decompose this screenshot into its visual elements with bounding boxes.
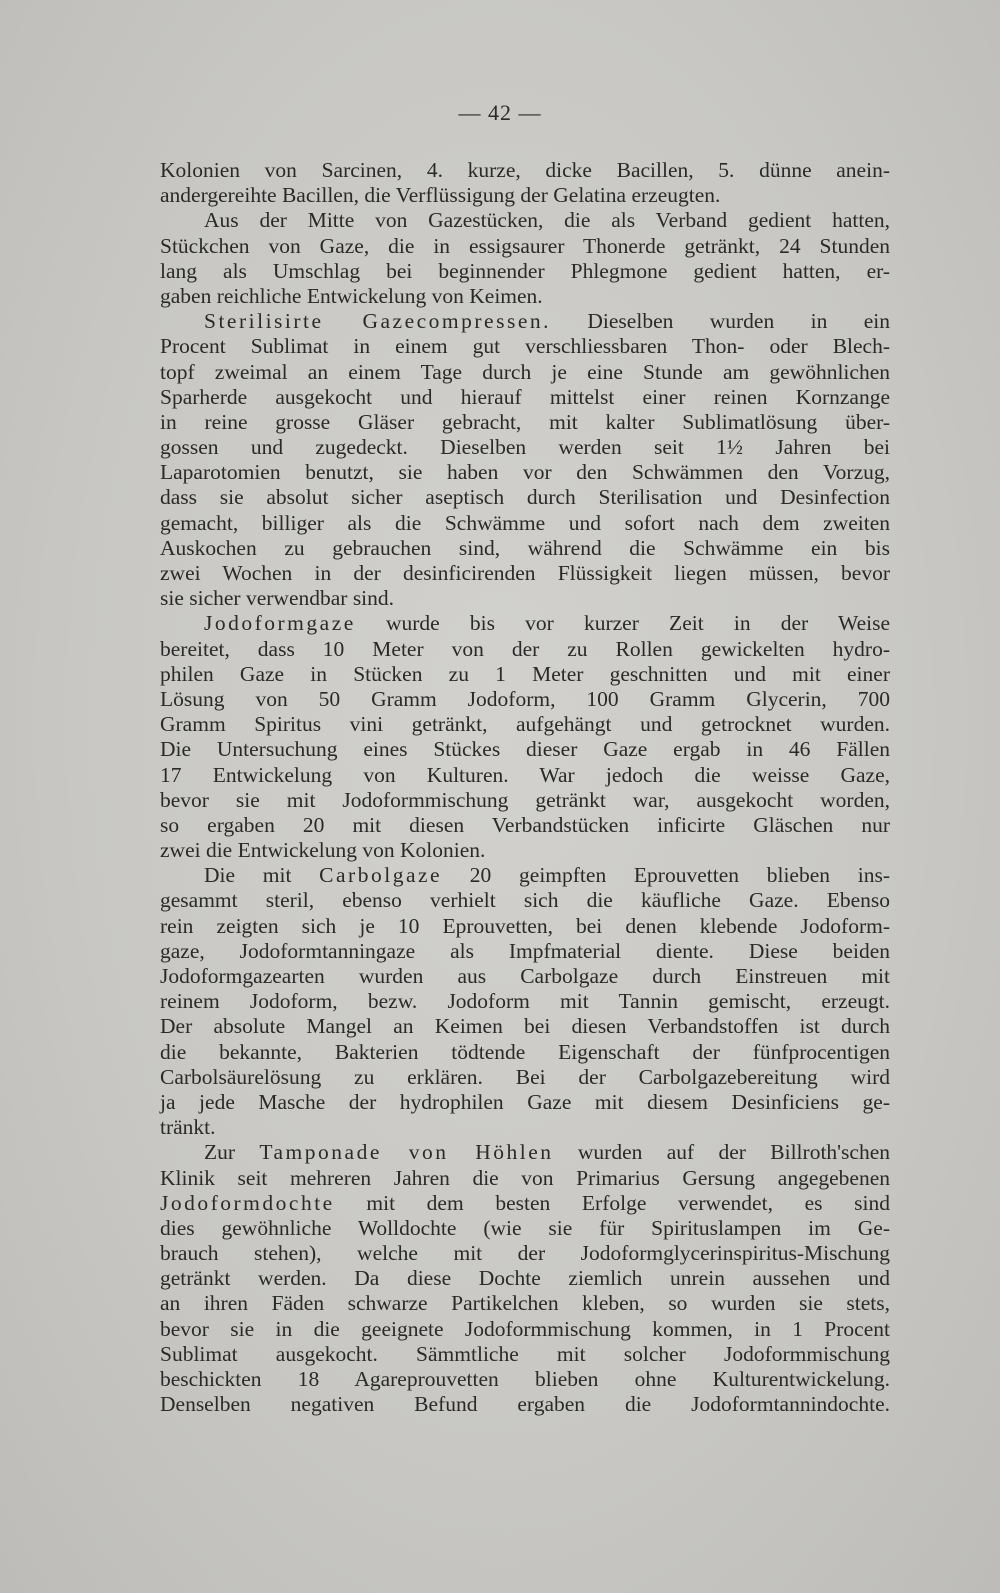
text-line [160, 410, 890, 435]
line-text: mit dem besten Erfolge verwendet, es sind [334, 1190, 890, 1215]
line-text: so ergaben 20 mit diesen Verbandstücken inficirte Gläschen nur [160, 812, 890, 837]
text-line [160, 435, 890, 460]
text-line [160, 1065, 890, 1090]
line-text: an ihren Fäden schwarze Partikelchen kleben, so wurden sie stets, [160, 1291, 890, 1316]
text-line [160, 964, 890, 989]
text-line [160, 460, 890, 485]
text-line [160, 259, 890, 284]
text-line [160, 1140, 890, 1165]
text-line [160, 1166, 890, 1191]
line-text: Kolonien von Sarcinen, 4. kurze, dicke Bacillen, 5. dünne anein- [160, 158, 890, 182]
line-text: sie sicher verwendbar sind. [160, 586, 395, 611]
line-text: Carbolsäurelösung zu erklären. Bei der Carbolgazebereitung wird [160, 1064, 890, 1089]
text-line [160, 158, 890, 183]
text-line [160, 1090, 890, 1115]
line-text: Dieselben wurden in ein [551, 309, 890, 334]
line-text: zwei Wochen in der desinficirenden Flüssigkeit liegen müssen, bevor [160, 561, 890, 585]
line-text: Auskochen zu gebrauchen sind, während die Schwämme ein bis [160, 535, 890, 560]
line-text: bevor sie mit Jodoformmischung getränkt war, ausgekocht worden, [160, 787, 890, 812]
spaced-heading-text: Tamponade von Höhlen [259, 1140, 554, 1165]
text-line [160, 183, 890, 208]
text-line [160, 914, 890, 939]
text-line [160, 737, 890, 762]
body-text [160, 158, 890, 1417]
line-text: lang als Umschlag bei beginnender Phlegmone gedient hatten, er- [160, 258, 890, 283]
line-text: rein zeigten sich je 10 Eprouvetten, bei denen klebende Jodoform- [160, 913, 890, 938]
line-text: gemacht, billiger als die Schwämme und sofort nach dem zweiten [160, 510, 890, 535]
text-line [160, 1014, 890, 1039]
line-text: Jodoformgazearten wurden aus Carbolgaze durch Einstreuen mit [160, 964, 890, 988]
text-line [160, 234, 890, 259]
text-line [160, 511, 890, 536]
line-text: tränkt. [160, 1115, 216, 1140]
text-line [160, 1342, 890, 1367]
line-text: Die mit [204, 863, 320, 888]
line-text: Lösung von 50 Gramm Jodoform, 100 Gramm Glycerin, 700 [160, 686, 890, 711]
line-text: gaze, Jodoformtanningaze als Impfmaterial diente. Diese beiden [160, 938, 890, 963]
text-line [160, 385, 890, 410]
line-text: Aus der Mitte von Gazestücken, die als Verband gedient hatten, [204, 208, 890, 233]
text-line [160, 1266, 890, 1291]
text-line [160, 939, 890, 964]
text-line [160, 1367, 890, 1392]
text-line [160, 284, 890, 309]
line-text: wurde bis vor kurzer Zeit in der Weise [355, 611, 890, 636]
line-text: Klinik seit mehreren Jahren die von Primarius Gersung angegebenen [160, 1165, 890, 1190]
text-line [160, 309, 890, 334]
text-line [160, 1291, 890, 1316]
text-line [160, 561, 890, 586]
line-text: philen Gaze in Stücken zu 1 Meter geschnitten und mit einer [160, 661, 890, 686]
text-line [160, 208, 890, 233]
line-text: brauch stehen), welche mit der Jodoformglycerinspiritus-Mischung [160, 1241, 890, 1266]
line-text: bereitet, dass 10 Meter von der zu Rollen gewickelten hydro- [160, 636, 890, 661]
text-line [160, 712, 890, 737]
line-text: Sublimat ausgekocht. Sämmtliche mit solcher Jodoformmischung [160, 1341, 890, 1366]
text-line [160, 1241, 890, 1266]
text-line [160, 1317, 890, 1342]
spaced-heading-text: Jodoformgaze [204, 611, 356, 636]
text-line [160, 863, 890, 888]
line-text: bevor sie in die geeignete Jodoformmischung kommen, in 1 Procent [160, 1316, 890, 1341]
text-line [160, 637, 890, 662]
text-line [160, 485, 890, 510]
line-text: Stückchen von Gaze, die in essigsaurer Thonerde getränkt, 24 Stunden [160, 233, 890, 258]
text-line [160, 1392, 890, 1417]
line-text: Der absolute Mangel an Keimen bei diesen Verbandstoffen ist durch [160, 1014, 890, 1039]
line-text: Denselben negativen Befund ergaben die Jodoformtannindochte. [160, 1392, 890, 1417]
line-text: gaben reichliche Entwickelung von Keimen. [160, 283, 543, 308]
line-text: dies gewöhnliche Wolldochte (wie sie für Spirituslampen im Ge- [160, 1215, 890, 1240]
spaced-heading-text: Carbolgaze [319, 863, 443, 888]
text-line [160, 1216, 890, 1241]
text-line [160, 788, 890, 813]
spaced-heading-text: Sterilisirte Gazecompressen. [204, 309, 551, 334]
line-text: reinem Jodoform, bezw. Jodoform mit Tannin gemischt, erzeugt. [160, 989, 890, 1014]
line-text: ja jede Masche der hydrophilen Gaze mit diesem Desinficiens ge- [160, 1089, 890, 1114]
text-line [160, 687, 890, 712]
text-line [160, 662, 890, 687]
text-line [160, 888, 890, 913]
line-text: wurden auf der Billroth'schen [553, 1140, 890, 1165]
line-text: zwei die Entwickelung von Kolonien. [160, 838, 486, 863]
line-text: Procent Sublimat in einem gut verschliessbaren Thon- oder Blech- [160, 334, 890, 359]
text-line [160, 989, 890, 1014]
text-line [160, 838, 890, 863]
line-text: die bekannte, Bakterien tödtende Eigenschaft der fünfprocentigen [160, 1039, 890, 1064]
line-text: topf zweimal an einem Tage durch je eine Stunde am gewöhnlichen [160, 359, 890, 384]
line-text: Sparherde ausgekocht und hierauf mittelst einer reinen Kornzange [160, 384, 890, 409]
page-number: — 42 — [458, 100, 542, 125]
spaced-heading-text: Jodoformdochte [160, 1190, 335, 1215]
line-text: gossen und zugedeckt. Dieselben werden seit 1½ Jahren bei [160, 435, 890, 460]
line-text: 20 geimpften Eprouvetten blieben ins- [442, 863, 890, 888]
line-text: beschickten 18 Agareprouvetten blieben ohne Kulturentwickelung. [160, 1367, 890, 1391]
line-text: Zur [204, 1140, 260, 1165]
line-text: gesammt steril, ebenso verhielt sich die käufliche Gaze. Ebenso [160, 888, 890, 913]
text-line [160, 813, 890, 838]
line-text: dass sie absolut sicher aseptisch durch Sterilisation und Desinfection [160, 485, 890, 510]
text-line [160, 611, 890, 636]
line-text: andergereihte Bacillen, die Verflüssigung der Gelatina erzeugten. [160, 183, 721, 208]
line-text: Die Untersuchung eines Stückes dieser Gaze ergab in 46 Fällen [160, 737, 890, 762]
text-line [160, 586, 890, 611]
text-line [160, 1040, 890, 1065]
line-text: in reine grosse Gläser gebracht, mit kalter Sublimatlösung über- [160, 409, 890, 434]
text-line [160, 536, 890, 561]
text-line [160, 360, 890, 385]
text-line [160, 763, 890, 788]
line-text: Gramm Spiritus vini getränkt, aufgehängt und getrocknet wurden. [160, 712, 890, 737]
line-text: 17 Entwickelung von Kulturen. War jedoch die weisse Gaze, [160, 762, 890, 787]
text-line [160, 1115, 890, 1140]
line-text: getränkt werden. Da diese Dochte ziemlich unrein aussehen und [160, 1266, 890, 1291]
line-text: Laparotomien benutzt, sie haben vor den Schwämmen den Vorzug, [160, 460, 890, 485]
text-line [160, 334, 890, 359]
text-line [160, 1191, 890, 1216]
